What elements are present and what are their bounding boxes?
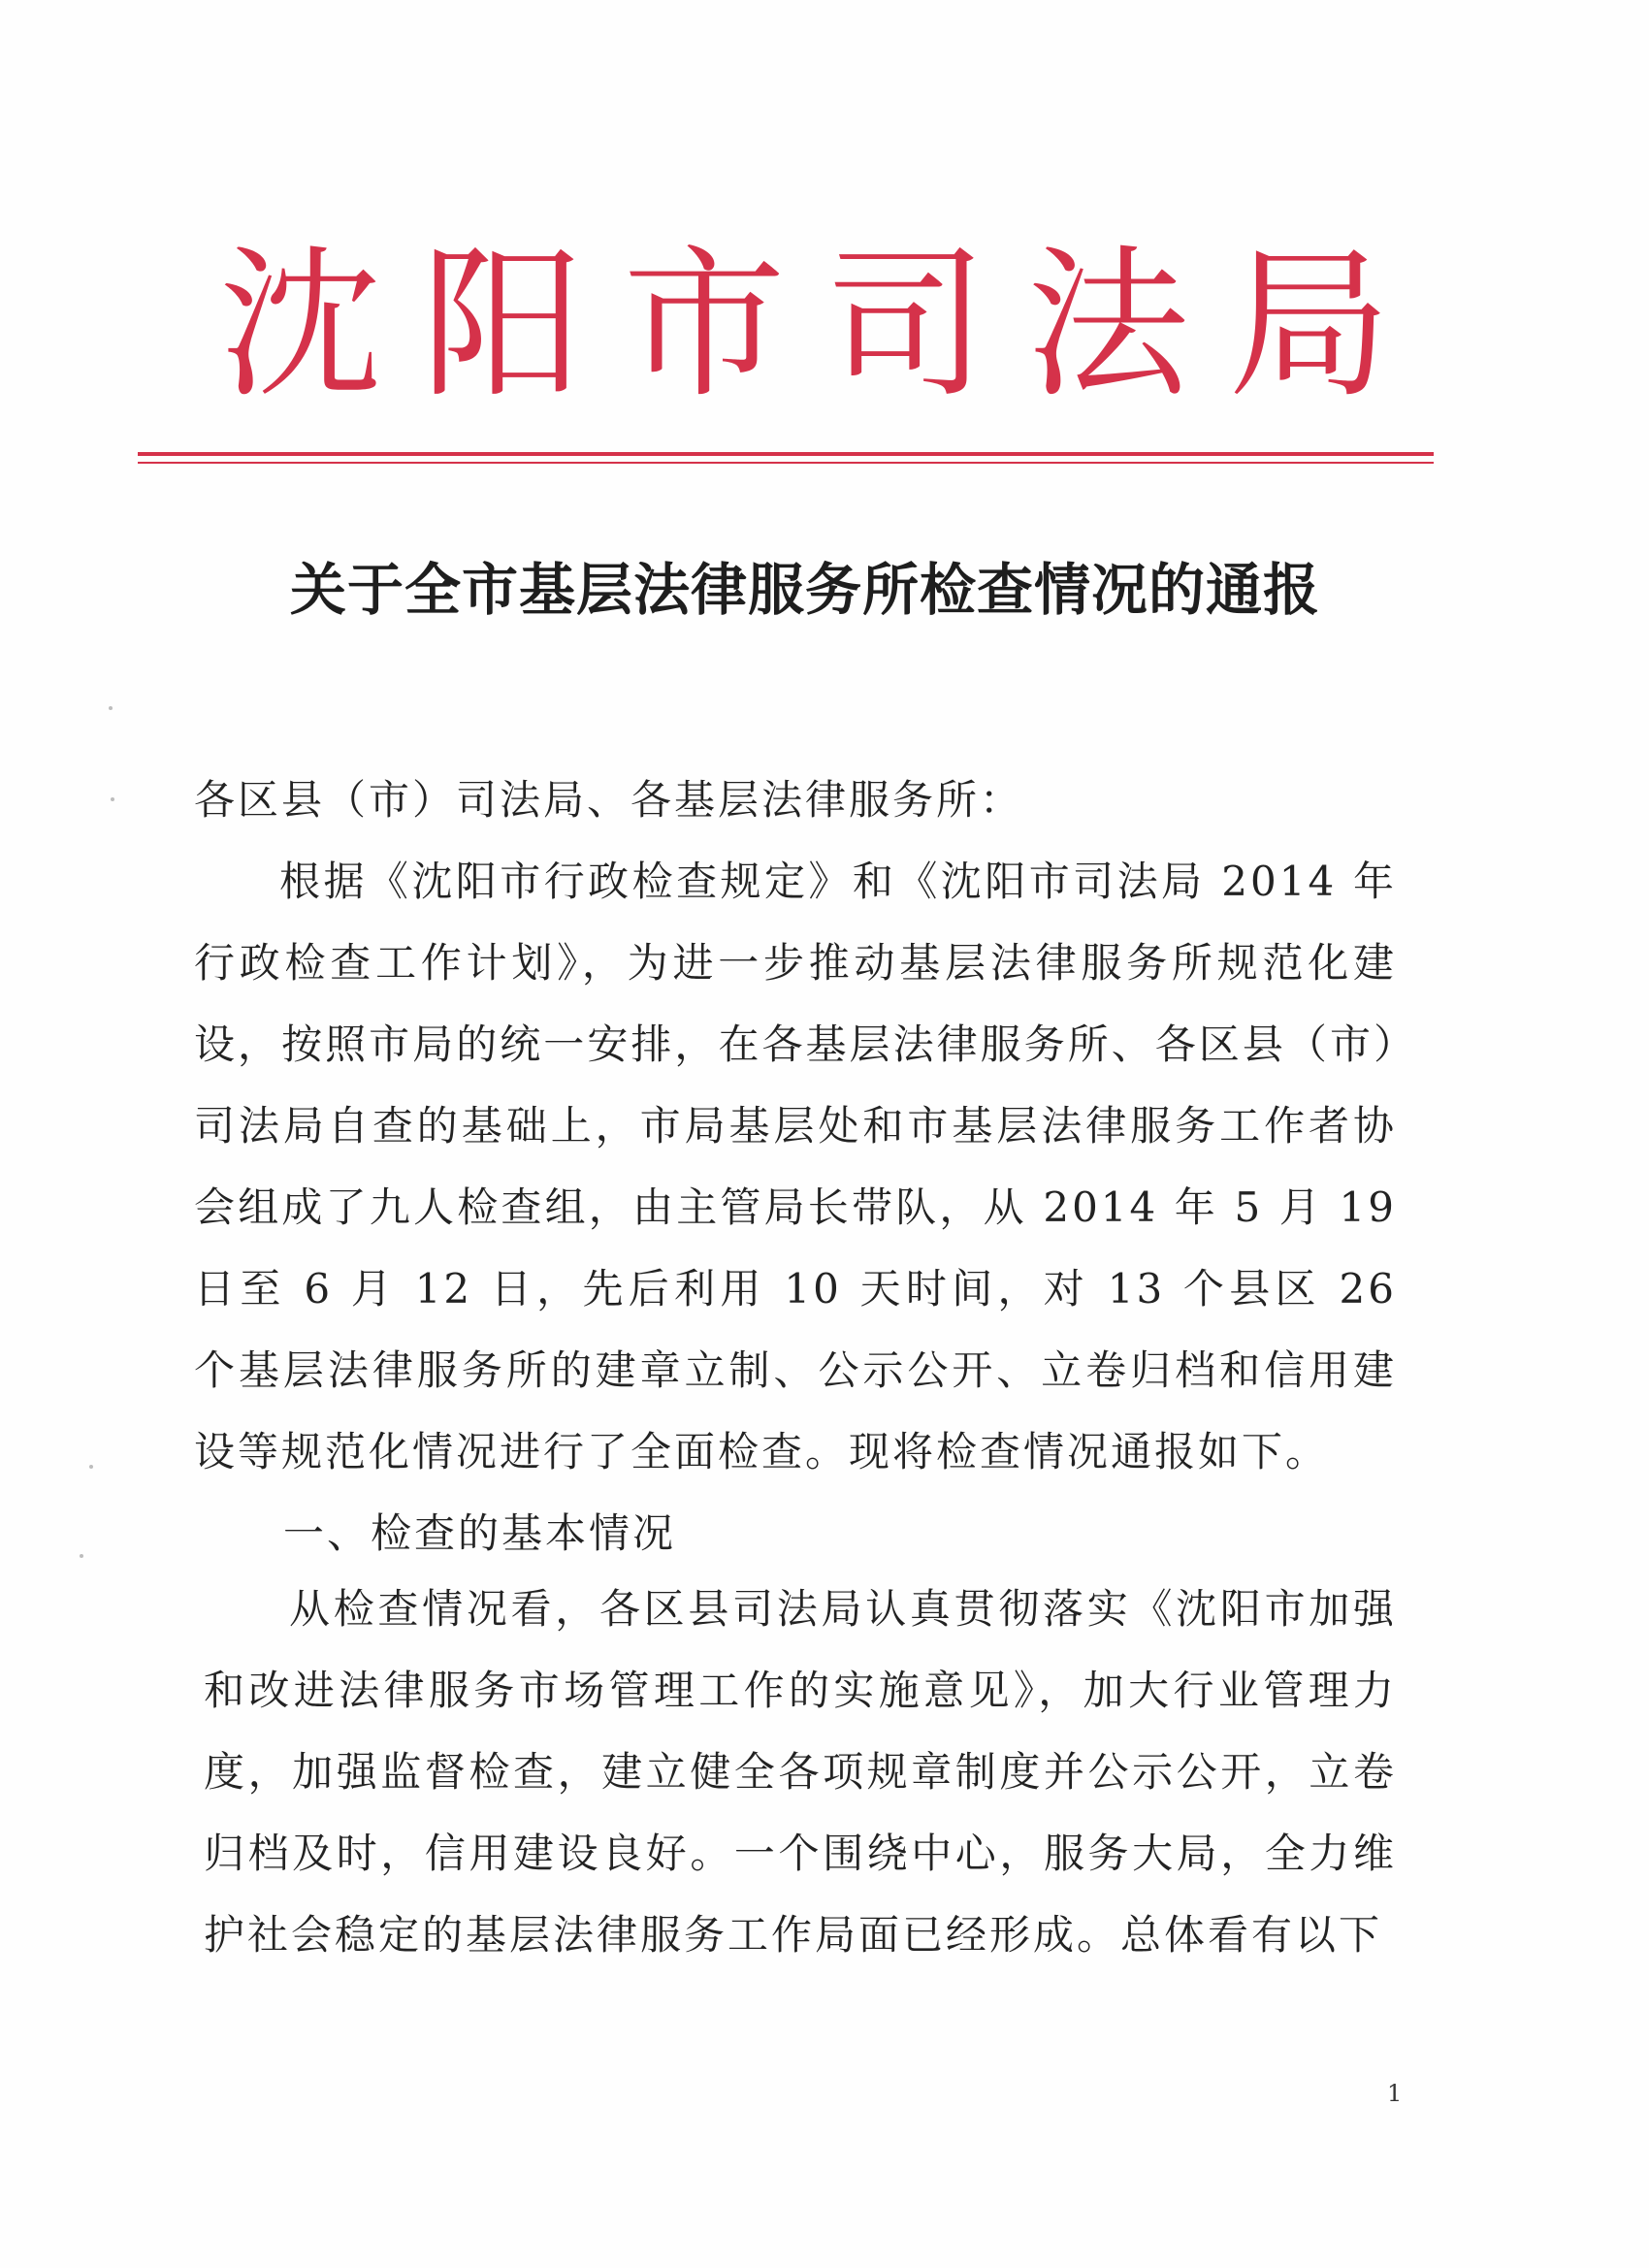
scan-speck [111, 797, 114, 801]
scan-speck [89, 1465, 93, 1469]
salutation: 各区县（市）司法局、各基层法律服务所： [194, 776, 1024, 824]
scan-speck [109, 706, 113, 710]
masthead-org-name: 沈阳市司法局 [219, 230, 1430, 420]
paragraph-intro: 根据《沈阳市行政检查规定》和《沈阳市司法局 2014 年行政检查工作计划》，为进一步推动基层法律服务所规范化建设，按照市局的统一安排，在各基层法律服务所、各区县（市）司法局自查的基础上，市局基层处和市基层法律服务工作者协会组成了九人检查组，由主管局长带队，从 2014 年 5 月 19 日至 6 月 12 日，先后利用 10 天时间，对 13 个县区 26 个基层法律服务所的建章立制、公示公开、立卷归档和信用建设等规范化情况进行了全面检查。现将检查情况通报如下。 [194, 858, 1397, 1475]
masthead-divider-thick [138, 452, 1434, 456]
scan-speck [80, 1554, 83, 1558]
document-title: 关于全市基层法律服务所检查情况的通报 [289, 557, 1320, 623]
page-number: 1 [1387, 2080, 1403, 2107]
masthead-divider-thin [138, 462, 1434, 464]
paragraph-basic-situation: 从检查情况看，各区县司法局认真贯彻落实《沈阳市加强和改进法律服务市场管理工作的实施意见》，加大行业管理力度，加强监督检查，建立健全各项规章制度并公示公开，立卷归档及时，信用建设良好。一个围绕中心，服务大局，全力维护社会稳定的基层法律服务工作局面已经形成。总体看有以下 [204, 1585, 1397, 1959]
section-heading-1: 一、检查的基本情况 [283, 1509, 677, 1557]
